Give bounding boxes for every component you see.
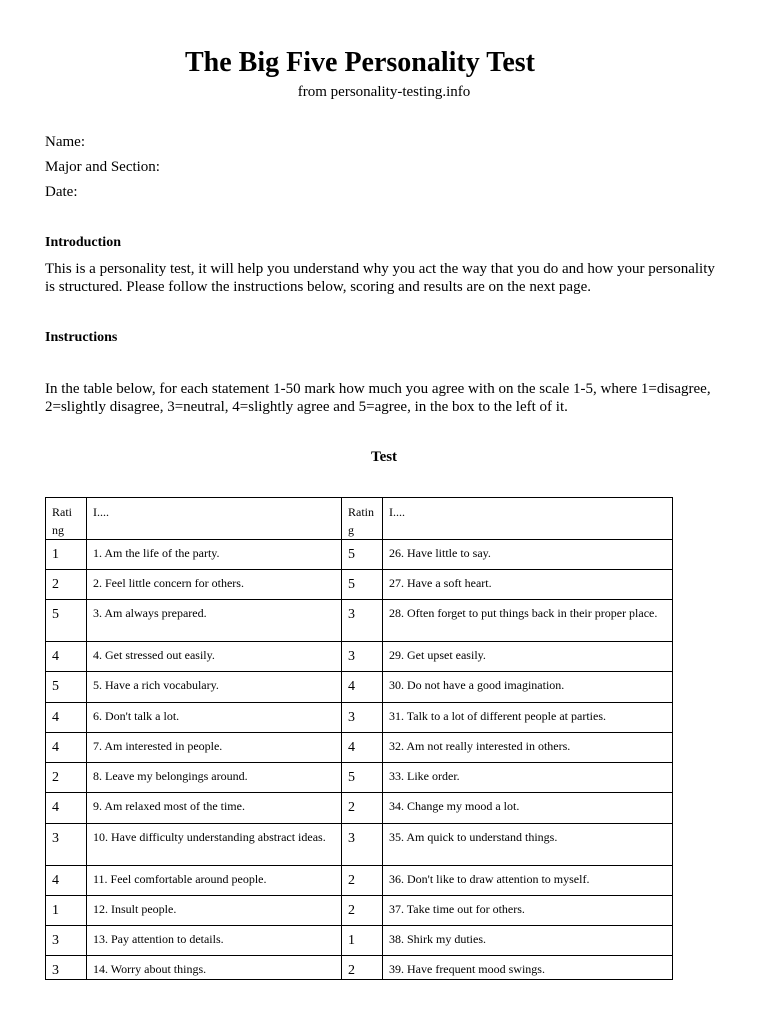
rating-header-left: Rati ng xyxy=(46,498,87,540)
rating-cell[interactable]: 3 xyxy=(46,926,87,956)
table-row xyxy=(46,896,673,926)
statement-cell: 1. Am the life of the party. xyxy=(87,540,342,570)
statement-cell: 13. Pay attention to details. xyxy=(87,926,342,956)
statement-cell: 33. Like order. xyxy=(383,763,673,793)
rating-cell[interactable]: 5 xyxy=(342,763,383,793)
table-row xyxy=(46,540,673,570)
date-field-label: Date: xyxy=(45,184,78,200)
statement-cell: 34. Change my mood a lot. xyxy=(383,793,673,824)
statement-cell: 30. Do not have a good imagination. xyxy=(383,672,673,703)
statement-cell: 4. Get stressed out easily. xyxy=(87,642,342,672)
table-row xyxy=(46,570,673,600)
table-row xyxy=(46,763,673,793)
statement-cell: 37. Take time out for others. xyxy=(383,896,673,926)
rating-cell[interactable]: 4 xyxy=(342,733,383,763)
statement-cell: 35. Am quick to understand things. xyxy=(383,824,673,866)
table-row xyxy=(46,703,673,733)
statement-cell: 36. Don't like to draw attention to myself. xyxy=(383,866,673,896)
statement-cell: 8. Leave my belongings around. xyxy=(87,763,342,793)
rating-cell[interactable]: 4 xyxy=(46,793,87,824)
rating-cell[interactable]: 3 xyxy=(342,703,383,733)
rating-cell[interactable]: 2 xyxy=(342,793,383,824)
statement-header-left: I.... xyxy=(87,498,342,540)
name-field-label: Name: xyxy=(45,134,85,150)
statement-cell: 7. Am interested in people. xyxy=(87,733,342,763)
table-row xyxy=(46,824,673,866)
rating-cell[interactable]: 1 xyxy=(46,540,87,570)
table-header-row xyxy=(46,498,673,540)
statement-cell: 11. Feel comfortable around people. xyxy=(87,866,342,896)
statement-cell: 10. Have difficulty understanding abstract ideas. xyxy=(87,824,342,866)
table-row xyxy=(46,642,673,672)
statement-cell: 29. Get upset easily. xyxy=(383,642,673,672)
table-row xyxy=(46,733,673,763)
test-heading: Test xyxy=(370,449,398,465)
instructions-heading: Instructions xyxy=(45,330,118,345)
rating-cell[interactable]: 5 xyxy=(342,570,383,600)
page-title: The Big Five Personality Test xyxy=(185,47,535,78)
introduction-text: This is a personality test, it will help you understand why you act the way that you do and how your personality is structured. Please follow the instructions below, scoring and results are on the next page. xyxy=(45,261,715,295)
rating-cell[interactable]: 2 xyxy=(342,896,383,926)
statement-header-right: I.... xyxy=(383,498,673,540)
statement-cell: 39. Have frequent mood swings. xyxy=(383,956,673,980)
rating-cell[interactable]: 1 xyxy=(46,896,87,926)
page-subtitle: from personality-testing.info xyxy=(297,84,471,100)
rating-cell[interactable]: 3 xyxy=(46,956,87,980)
statement-cell: 6. Don't talk a lot. xyxy=(87,703,342,733)
major-field-label: Major and Section: xyxy=(45,159,160,175)
table-row xyxy=(46,956,673,980)
statement-cell: 27. Have a soft heart. xyxy=(383,570,673,600)
statement-cell: 26. Have little to say. xyxy=(383,540,673,570)
statement-cell: 3. Am always prepared. xyxy=(87,600,342,642)
rating-cell[interactable]: 2 xyxy=(46,570,87,600)
rating-header-right: Ratin g xyxy=(342,498,383,540)
statement-cell: 31. Talk to a lot of different people at parties. xyxy=(383,703,673,733)
statement-cell: 14. Worry about things. xyxy=(87,956,342,980)
statement-cell: 2. Feel little concern for others. xyxy=(87,570,342,600)
table-row xyxy=(46,793,673,824)
rating-cell[interactable]: 3 xyxy=(342,824,383,866)
rating-cell[interactable]: 4 xyxy=(46,866,87,896)
rating-cell[interactable]: 2 xyxy=(342,866,383,896)
rating-cell[interactable]: 3 xyxy=(342,600,383,642)
statement-cell: 32. Am not really interested in others. xyxy=(383,733,673,763)
rating-cell[interactable]: 4 xyxy=(342,672,383,703)
rating-cell[interactable]: 4 xyxy=(46,733,87,763)
rating-cell[interactable]: 1 xyxy=(342,926,383,956)
statement-cell: 5. Have a rich vocabulary. xyxy=(87,672,342,703)
test-table xyxy=(45,497,673,980)
rating-cell[interactable]: 4 xyxy=(46,703,87,733)
statement-cell: 12. Insult people. xyxy=(87,896,342,926)
statement-cell: 9. Am relaxed most of the time. xyxy=(87,793,342,824)
rating-cell[interactable]: 4 xyxy=(46,642,87,672)
statement-cell: 38. Shirk my duties. xyxy=(383,926,673,956)
rating-cell[interactable]: 2 xyxy=(46,763,87,793)
table-row xyxy=(46,672,673,703)
rating-cell[interactable]: 5 xyxy=(46,600,87,642)
rating-cell[interactable]: 5 xyxy=(46,672,87,703)
introduction-heading: Introduction xyxy=(45,235,121,250)
rating-cell[interactable]: 3 xyxy=(46,824,87,866)
rating-cell[interactable]: 5 xyxy=(342,540,383,570)
instructions-text: In the table below, for each statement 1-50 mark how much you agree with on the scale 1-5, where 1=disagree, 2=slightly disagree, 3=neutral, 4=slightly agree and 5=agree, in the box to the left of it. xyxy=(45,381,711,415)
table-row xyxy=(46,600,673,642)
rating-cell[interactable]: 3 xyxy=(342,642,383,672)
statement-cell: 28. Often forget to put things back in their proper place. xyxy=(383,600,673,642)
rating-cell[interactable]: 2 xyxy=(342,956,383,980)
table-row xyxy=(46,866,673,896)
table-row xyxy=(46,926,673,956)
